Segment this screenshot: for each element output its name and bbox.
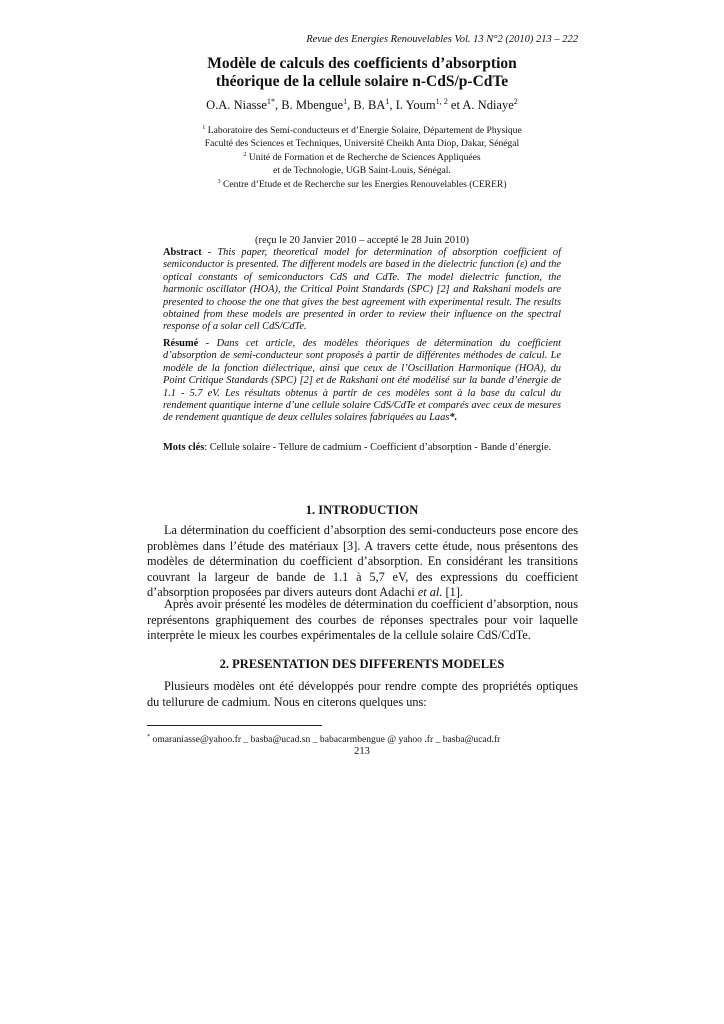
resume-label: Résumé: [163, 338, 199, 349]
title-line-1: Modèle de calculs des coefficients d’absorption: [207, 55, 517, 72]
received-dates: (reçu le 20 Janvier 2010 – accepté le 28 Juin 2010): [254, 235, 469, 246]
abstract-label: Abstract: [163, 247, 202, 258]
models-paragraph-1: Plusieurs modèles ont été développés pour rendre compte des propriétés optiques du tellurure de cadmium. Nous en citerons quelques uns:: [147, 679, 578, 709]
author-name: I. Youm: [395, 98, 436, 112]
abstract: [163, 247, 561, 334]
affiliation-text: Laboratoire des Semi-conducteurs et d’Energie Solaire, Département de Physique: [207, 125, 522, 136]
footnote-divider: [147, 725, 322, 726]
paper-title: [0, 55, 724, 91]
author-affiliation-mark: 1: [385, 96, 390, 106]
author-affiliation-mark: 2: [513, 96, 518, 106]
author-name: B. Mbengue: [281, 98, 344, 112]
journal-header: Revue des Energies Renouvelables Vol. 13 N°2 (2010) 213 – 222: [306, 34, 578, 45]
affiliation-1: [0, 125, 724, 150]
affiliation-number: 2: [243, 150, 247, 158]
author-name: A. Ndiaye: [462, 98, 514, 112]
author-separator: ,: [275, 98, 282, 112]
affiliation-number: 3: [217, 177, 221, 185]
affiliation-text: Unité de Formation et de Recherche de Sciences Appliquées: [248, 152, 481, 163]
author-conjunction: et: [447, 98, 463, 112]
author-name: B. BA: [353, 98, 386, 112]
keywords-text: : Cellule solaire - Tellure de cadmium - Coefficient d’absorption - Bande d’énergie.: [204, 442, 552, 453]
section-heading-introduction: 1. INTRODUCTION: [305, 503, 419, 517]
paragraph-text: La détermination du coefficient d’absorption des semi-conducteurs pose encore des problèmes dans l’étude des matériaux [3]. A travers cette étude, nous présentons des modèles de détermination du coefficient d’absorption. En considérant les transitions couvrant la largeur de bande de 1.1 à 5,7 eV, des expressions du coefficient d’absorption proposées par divers auteurs dont Adachi: [147, 523, 578, 600]
author-list: [0, 98, 724, 113]
affiliation-number: 1: [202, 123, 206, 131]
affiliation-text: Faculté des Sciences et Techniques, Université Cheikh Anta Diop, Dakar, Sénégal: [204, 137, 520, 149]
section-heading-models: 2. PRESENTATION DES DIFFERENTS MODELES: [219, 657, 505, 671]
footnote-mark: *: [147, 732, 151, 740]
affiliation-text: Centre d’Etude et de Recherche sur les Energies Renouvelables (CERER): [222, 179, 507, 190]
title-line-2: théorique de la cellule solaire n-CdS/p-CdTe: [215, 73, 509, 90]
resume-text: Dans cet article, des modèles théoriques de détermination du coefficient d’absorption de semi-conducteur sont proposés à partir de différentes méthodes de calcul. Le modèle de la fonction diélectrique, ainsi que ceux de l’Oscillation Harmonique (HOA), du Point Critique Standards (SPC) [2] et de Rakshani ont été modélisé sur la bande d’énergie de 1.1 - 5.7 eV. Les résultats obtenus à partir de ces modèles sont à la base du calcul du rendement quantique interne d’une cellule solaire CdS/CdTe et comparés avec ceux de mesures de rendement quantique de deux cellules solaires fabriquées au Laas: [163, 338, 561, 424]
affiliation-3: [0, 179, 724, 192]
paragraph-text: [1].: [442, 585, 463, 600]
author-separator: ,: [347, 98, 354, 112]
affiliation-2: [0, 152, 724, 177]
author-affiliation-mark: 1*: [266, 96, 276, 106]
introduction-paragraph-1: [147, 523, 578, 601]
affiliation-text: et de Technologie, UGB Saint-Louis, Sénégal.: [273, 164, 451, 176]
abstract-text: This paper, theoretical model for determination of absorption coefficient of semiconductor is presented. The different models are based in the dielectric function (ε) and the optical constants of semiconductors CdS and CdTe. The model dielectric function, the harmonic oscillator (HOA), the Critical Point Standards (SPC) [2] and Rakshani models are presented to choose the one that gives the best agreement with experimental result. The results obtained from these models are presented in order to review their influence on the spectral response of a solar cell CdS/CdTe.: [163, 247, 562, 333]
author-affiliation-mark: 1, 2: [435, 96, 448, 106]
footnote-text: omaraniasse@yahoo.fr _ basba@ucad.sn _ babacarmbengue @ yahoo .fr _ basba@ucad.fr: [150, 734, 501, 745]
resume: [163, 338, 561, 425]
author-name: O.A. Niasse: [206, 98, 267, 112]
page-number: 213: [354, 746, 370, 757]
abstract-dash: -: [201, 247, 218, 258]
author-affiliation-mark: 1: [343, 96, 348, 106]
paragraph-italic: et al.: [417, 585, 443, 600]
footnote: [147, 734, 578, 745]
resume-dash: -: [198, 338, 217, 349]
keywords-label: Mots clés: [163, 442, 205, 453]
introduction-paragraph-2: Après avoir présenté les modèles de détermination du coefficient d’absorption, nous représentons graphiquement des courbes de réponses spectrales pour voir laquelle interprète le mieux les courbes expérimentales de la cellule solaire CdS/CdTe.: [147, 597, 578, 643]
resume-star: *.: [449, 412, 458, 424]
author-separator: ,: [389, 98, 396, 112]
keywords: [163, 442, 561, 454]
